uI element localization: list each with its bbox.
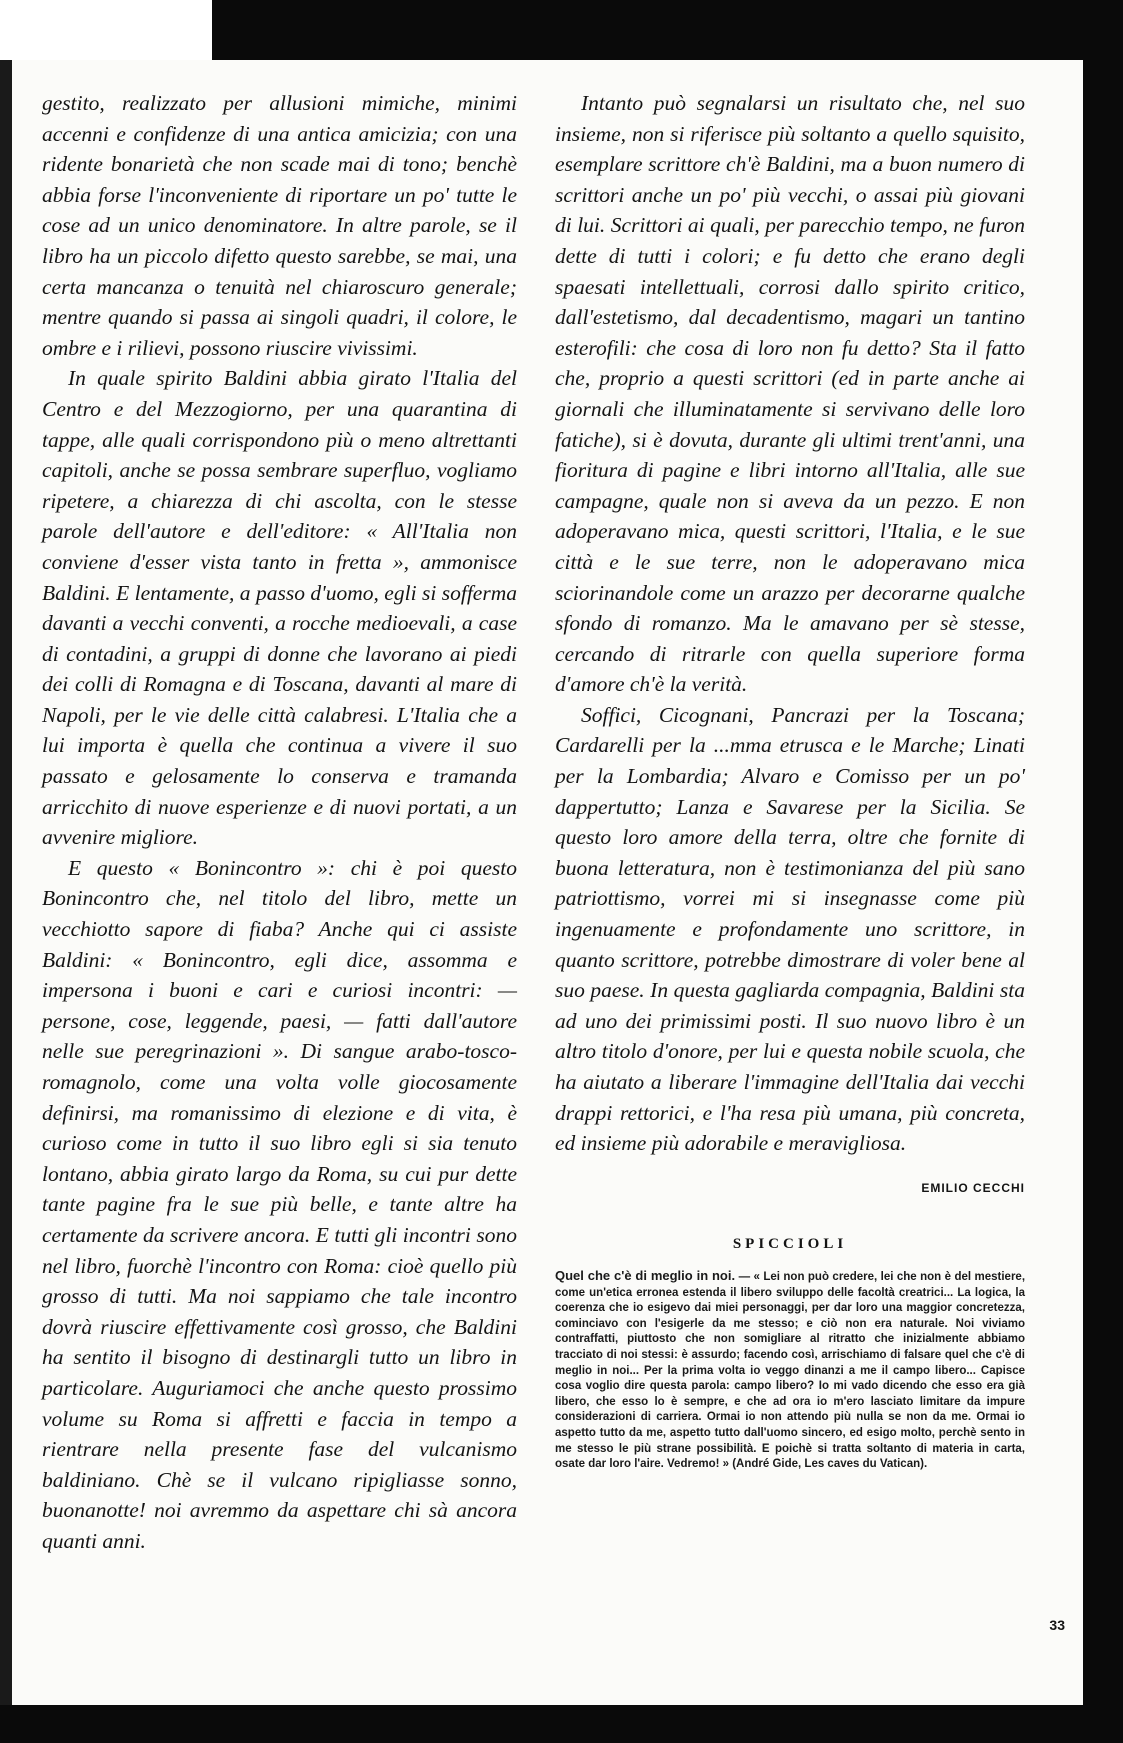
right-paragraph-2: Soffici, Cicognani, Pancrazi per la Toscana; Cardarelli per la ...mma etrusca e le Marche; Linati per la Lombardia; Alvaro e Comisso per un po' dappertutto; Lanza e Savarese per la Sicilia. Se questo loro amore della terra, oltre che fornite di buona letteratura, non è testimonianza del più sano patriottismo, vorrei mi si insegnasse come più ingenuamente e profondamente uno scrittore, in quanto scrittore, potrebbe dimostrare di voler bene al suo paese. In questa gagliarda compagnia, Baldini sta ad uno dei primissimi posti. Il suo nuovo libro è un altro titolo d'onore, per lui e questa nobile scuola, che ha aiutato a liberare l'immagine dell'Italia dai vecchi drappi rettorici, e l'ha resa più umana, più concreta, ed insieme più adorabile e meravigliosa.: [555, 702, 1025, 1156]
page-number: 33: [1049, 1617, 1065, 1633]
spiccioli-heading: SPICCIOLI: [732, 1236, 848, 1253]
author-signature: EMILIO CECCHI: [921, 1180, 1025, 1195]
left-column: [42, 88, 517, 1557]
scan-top-border: [0, 0, 1123, 60]
spiccioli-lead: Quel che c'è di meglio in noi.: [555, 1267, 736, 1283]
spiccioli-body: — « Lei non può credere, lei che non è del mestiere, come un'etica erronea estenda il libero sviluppo delle facoltà creatrici... La logica, la coerenza che io esigevo dai miei personaggi, per dar loro una maggior concretezza, cominciavo con l'esigerle da me stesso; e ciò non era naturale. Noi viviamo contraffatti, piuttosto che non somigliare al ritratto che inizialmente abbiamo tracciato di noi stessi: è assurdo; facendo così, arrischiamo di falsare quel che c'è di meglio in noi... Per la prima volta io veggo dinanzi a me il campo libero... Capisce cosa voglio dire questa parola: campo libero? Io mi vado dicendo che esso era già libero, che esso lo è sempre, e che ad ora io m'ero lasciato limitare da impure considerazioni di carriera. Ormai io non attendo più nulla se non da me. Ormai io aspetto tutto da me, aspetto tutto dall'uomo sincero, ed esigo molto, perchè sento in me stesso le più strane possibilità. E poichè si tratta soltanto di materia in carta, osate dar loro l'aire. Vedremo! » (André Gide, Les caves du Vatican).: [555, 1270, 1026, 1471]
scan-right-border: [1083, 0, 1123, 1743]
scan-bottom-border: [0, 1705, 1123, 1743]
scan-left-edge: [0, 60, 12, 1705]
spiccioli-block: [555, 1268, 1025, 1473]
left-paragraph-1: gestito, realizzato per allusioni mimiche, minimi accenni e confidenze di una antica amicizia; con una ridente bonarietà che non scade mai di tono; benchè abbia forse l'inconveniente di riportare un po' tutte le cose ad un unico denominatore. In altre parole, se il libro ha un piccolo difetto questo sarebbe, se mai, una certa mancanza o tenuità nel chiaroscuro generale; mentre quando si passa ai singoli quadri, il colore, le ombre e i rilievi, possono riuscire vivissimi.: [42, 91, 517, 360]
right-paragraph-1: Intanto può segnalarsi un risultato che, nel suo insieme, non si riferisce più soltanto a quello squisito, esemplare scrittore ch'è Baldini, ma a buon numero di scrittori anche un po' più vecchi, o assai più giovani di lui. Scrittori ai quali, per parecchio tempo, ne furon dette di tutti i colori; e fu detto che erano degli spaesati intellettuali, corrosi dallo spirito critico, dall'estetismo, dal decadentismo, magari un tantino esterofili: che cosa di loro non fu detto? Sta il fatto che, proprio a questi scrittori (ed in parte anche ai giornali che illuminatamente si servivano delle loro fatiche), si è dovuta, durante gli ultimi trent'anni, una fioritura di pagine e libri intorno all'Italia, alle sue campagne, quale non si aveva da un pezzo. E non adoperavano mica, questi scrittori, l'Italia, e le sue città e le sue terre, non le adoperavano mica sciorinandole come un arazzo per decorarne qualche sfondo di romanzo. Ma le amavano per sè stesse, cercando di ritrarle con quella superiore forma d'amore ch'è la verità.: [555, 91, 1025, 697]
right-column: [555, 88, 1025, 1473]
left-paragraph-3: E questo « Bonincontro »: chi è poi questo Bonincontro che, nel titolo del libro, mette un vecchiotto sapore di fiaba? Anche qui ci assiste Baldini: « Bonincontro, egli dice, assomma e impersona i buoni e cari e curiosi incontri: — persone, cose, leggende, paesi, — fatti dall'autore nelle sue peregrinazioni ». Di sangue arabo-tosco-romagnolo, come una volta volle giocosamente definirsi, ma romanissimo di elezione e di vita, è curioso come in tutto il suo libro egli si sia tenuto lontano, abbia girato largo da Roma, su cui pur dette tante pagine fra le sue più belle, e tante altre ha certamente da scrivere ancora. E tutti gli incontri sono nel libro, fuorchè l'incontro con Roma: cioè quello più grosso di tutti. Ma noi sappiamo che tale incontro dovrà riuscire effettivamente così grosso, che Baldini ha sentito il bisogno di destinargli tutto un libro in particolare. Auguriamoci che anche questo prossimo volume su Roma si affretti e faccia in tempo a rientrare nella presente fase del vulcanismo baldiniano. Chè se il vulcano ripigliasse sonno, buonanotte! noi avremmo da aspettare chi sà ancora quanti anni.: [42, 855, 517, 1553]
page: [12, 60, 1083, 1705]
left-paragraph-2: In quale spirito Baldini abbia girato l'Italia del Centro e del Mezzogiorno, per una quarantina di tappe, alle quali corrispondono più o meno altrettanti capitoli, anche se possa sembrare superfluo, vogliamo ripetere, a chiarezza di chi ascolta, con le stesse parole dell'autore e dell'editore: « All'Italia non conviene d'esser vista tanto in fretta », ammonisce Baldini. E lentamente, a passo d'uomo, egli si sofferma davanti a vecchi conventi, a rocche medioevali, a case di contadini, a gruppi di donne che lavorano ai piedi dei colli di Romagna e di Toscana, davanti al mare di Napoli, per le vie delle città calabresi. L'Italia che a lui importa è quella che continua a vivere il suo passato e gelosamente lo conserva e tramanda arricchito di nuove esperienze e di nuovi portati, a un avvenire migliore.: [42, 366, 517, 850]
